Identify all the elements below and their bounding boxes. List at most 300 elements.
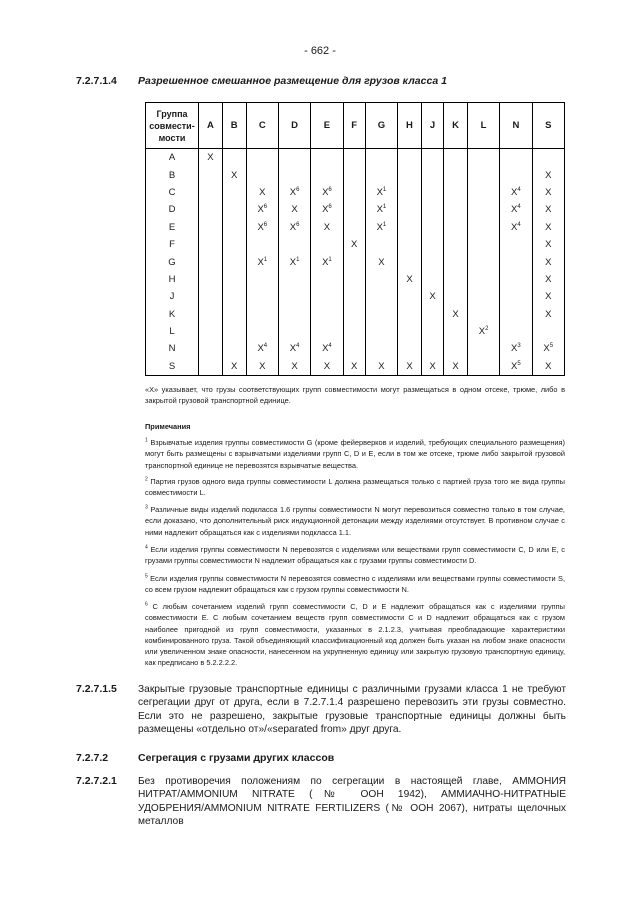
table-cell — [246, 201, 278, 218]
cell-footnote: 6 — [296, 186, 300, 193]
table-cell — [311, 236, 343, 253]
table-cell — [365, 166, 397, 183]
table-cell — [199, 219, 223, 236]
table-cell — [467, 306, 499, 323]
table-cell — [500, 253, 532, 270]
cell-footnote: 4 — [517, 221, 521, 228]
table-cell — [343, 271, 365, 288]
cell-mark: X — [207, 152, 214, 164]
table-cell — [532, 166, 564, 183]
page-number: - 662 - — [304, 45, 336, 57]
table-cell — [500, 201, 532, 218]
table-row — [146, 306, 565, 323]
table-cell — [222, 219, 246, 236]
table-cell — [532, 149, 564, 167]
table-cell — [278, 149, 310, 167]
table-cell — [444, 306, 468, 323]
header-col-g: G — [365, 103, 397, 149]
header-col-j: J — [421, 103, 443, 149]
note-text: С любым сочетанием изделий групп совместимости C, D и E надлежит обращаться как с изделиями группы совместимости E. С любым сочетанием веществ групп совместимости C и D надлежит обращаться как с грузом наиболее пригодной из групп совместимости, указанных в 2.1.2.3, учитывая преобладающие характеристики комбинированного груза. Такой объединяющий классификационный код должен быть указан на любом знаке опасности или увеличенном знаке опасности, нанесенном на укрупненную единицу или закрытую грузовую транспортную единицу, как предписано в 5.2.2.2.2. — [145, 602, 565, 668]
note-text: Партия грузов одного вида группы совместимости L должна размещаться только с партией груза того же вида группы совместимости L. — [145, 477, 565, 498]
table-cell — [311, 306, 343, 323]
table-cell — [421, 340, 443, 357]
table-cell — [421, 358, 443, 376]
row-group-label: S — [146, 358, 199, 376]
table-cell — [278, 288, 310, 305]
cell-mark: X — [322, 343, 329, 355]
header-col-l: L — [467, 103, 499, 149]
table-cell — [199, 288, 223, 305]
cell-mark: X — [257, 221, 264, 233]
table-cell — [222, 288, 246, 305]
table-cell — [222, 340, 246, 357]
table-cell — [500, 271, 532, 288]
table-cell — [444, 184, 468, 201]
table-cell — [398, 306, 422, 323]
note-6 — [145, 601, 565, 669]
cell-footnote: 1 — [382, 221, 387, 228]
cell-footnote: 1 — [328, 256, 332, 263]
cell-mark: X — [545, 204, 552, 216]
table-cell — [398, 236, 422, 253]
table-cell — [222, 271, 246, 288]
cell-footnote: 1 — [382, 186, 387, 193]
cell-mark: X — [289, 256, 297, 268]
cell-footnote: 4 — [328, 343, 332, 350]
table-cell — [365, 201, 397, 218]
table-cell — [444, 219, 468, 236]
table-cell — [343, 149, 365, 167]
table-cell — [343, 201, 365, 218]
table-cell — [421, 253, 443, 270]
note-marker: 4 — [145, 544, 148, 551]
cell-footnote: 2 — [485, 325, 489, 332]
table-cell — [532, 306, 564, 323]
table-cell — [199, 340, 223, 357]
table-row — [146, 184, 565, 201]
table-cell — [421, 166, 443, 183]
table-cell — [278, 253, 310, 270]
cell-mark: X — [511, 343, 518, 355]
table-cell — [532, 236, 564, 253]
header-col-n: N — [500, 103, 532, 149]
table-row — [146, 271, 565, 288]
cell-footnote: 6 — [263, 204, 268, 211]
note-marker: 2 — [145, 476, 148, 483]
table-cell — [311, 166, 343, 183]
cell-mark: X — [376, 204, 383, 216]
table-cell — [444, 149, 468, 167]
table-cell — [421, 271, 443, 288]
cell-mark: X — [406, 273, 413, 285]
row-group-label: C — [146, 184, 199, 201]
table-cell — [278, 306, 310, 323]
cell-mark: X — [257, 256, 264, 268]
table-cell — [278, 271, 310, 288]
table-cell — [222, 306, 246, 323]
table-cell — [500, 306, 532, 323]
header-col-d: D — [278, 103, 310, 149]
table-cell — [421, 288, 443, 305]
table-cell — [500, 166, 532, 183]
cell-mark: X — [323, 360, 331, 372]
row-group-label: A — [146, 149, 199, 167]
table-cell — [467, 219, 499, 236]
header-col-c: C — [246, 103, 278, 149]
row-group-label: N — [146, 340, 199, 357]
table-cell — [343, 340, 365, 357]
table-cell — [532, 201, 564, 218]
note-text: Взрывчатые изделия группы совместимости G (кроме фейерверков и изделий, требующих специального размещения) могут быть размещены с взрывчатыми изделиями групп C, D и E, если в том же отсеке, трюме либо закрытой грузовой транспортной единице не перевозятся взрывчатые вещества. — [145, 438, 566, 470]
row-group-label: K — [146, 306, 199, 323]
table-cell — [199, 306, 223, 323]
row-group-label: G — [146, 253, 199, 270]
cell-mark: X — [378, 256, 385, 268]
cell-mark: X — [545, 221, 552, 233]
table-cell — [311, 340, 343, 357]
cell-mark: X — [511, 221, 518, 233]
table-cell — [532, 184, 564, 201]
cell-mark: X — [323, 221, 331, 233]
table-cell — [278, 166, 310, 183]
table-row — [146, 323, 565, 340]
cell-mark: X — [478, 326, 486, 338]
cell-mark: X — [376, 186, 383, 198]
table-cell — [246, 236, 278, 253]
table-cell — [246, 219, 278, 236]
compatibility-table — [145, 102, 565, 376]
cell-mark: X — [291, 204, 298, 216]
table-cell — [398, 288, 422, 305]
cell-footnote: 4 — [263, 343, 268, 350]
cell-mark: X — [545, 239, 552, 251]
cell-footnote: 6 — [296, 221, 300, 228]
header-col-f: F — [343, 103, 365, 149]
cell-footnote: 6 — [328, 186, 332, 193]
table-cell — [398, 340, 422, 357]
table-cell — [278, 236, 310, 253]
header-col-k: K — [444, 103, 468, 149]
table-cell — [199, 201, 223, 218]
table-cell — [311, 271, 343, 288]
note-5 — [145, 573, 565, 596]
cell-footnote: 3 — [517, 343, 521, 350]
table-cell — [365, 184, 397, 201]
row-group-label: J — [146, 288, 199, 305]
row-group-label: B — [146, 166, 199, 183]
table-cell — [222, 358, 246, 376]
table-cell — [246, 184, 278, 201]
note-marker: 5 — [145, 573, 148, 580]
table-cell — [467, 201, 499, 218]
table-cell — [311, 323, 343, 340]
table-cell — [500, 149, 532, 167]
table-cell — [532, 253, 564, 270]
table-cell — [278, 201, 310, 218]
table-cell — [311, 253, 343, 270]
table-cell — [311, 358, 343, 376]
table-row — [146, 236, 565, 253]
table-cell — [467, 184, 499, 201]
table-cell — [398, 149, 422, 167]
table-cell — [444, 253, 468, 270]
section-title-7-2-7-1-4: Разрешенное смешанное размещение для грузов класса 1 — [138, 75, 447, 87]
table-cell — [444, 271, 468, 288]
table-cell — [532, 271, 564, 288]
table-cell — [365, 340, 397, 357]
cell-mark: X — [545, 291, 552, 303]
table-cell — [398, 358, 422, 376]
cell-mark: X — [545, 273, 552, 285]
table-cell — [343, 166, 365, 183]
table-cell — [343, 306, 365, 323]
section-number-7-2-7-2: 7.2.7.2 — [76, 752, 109, 764]
header-group-line-3: мости — [158, 132, 186, 143]
notes-heading: Примечания — [145, 422, 191, 431]
cell-mark: X — [511, 186, 518, 198]
cell-footnote: 4 — [296, 343, 300, 350]
cell-footnote: 1 — [263, 256, 268, 263]
table-cell — [500, 236, 532, 253]
cell-mark: X — [231, 169, 238, 181]
cell-mark: X — [259, 360, 266, 372]
note-2 — [145, 476, 565, 499]
cell-mark: X — [376, 221, 383, 233]
table-cell — [222, 201, 246, 218]
note-marker: 3 — [145, 504, 148, 511]
cell-footnote: 6 — [328, 204, 332, 211]
table-cell — [246, 271, 278, 288]
header-col-b: B — [222, 103, 246, 149]
section-number-7-2-7-2-1: 7.2.7.2.1 — [76, 775, 117, 787]
header-group-line-2: совмести- — [149, 120, 195, 131]
note-1 — [145, 437, 565, 471]
table-cell — [444, 340, 468, 357]
table-cell — [278, 358, 310, 376]
table-cell — [222, 149, 246, 167]
section-number-7-2-7-1-4: 7.2.7.1.4 — [76, 75, 117, 87]
table-cell — [343, 219, 365, 236]
header-col-h: H — [398, 103, 422, 149]
table-cell — [246, 288, 278, 305]
cell-mark: X — [543, 343, 550, 355]
table-cell — [343, 358, 365, 376]
table-cell — [311, 219, 343, 236]
cell-footnote: 4 — [517, 204, 521, 211]
header-col-e: E — [311, 103, 343, 149]
cell-mark: X — [545, 360, 552, 372]
table-cell — [467, 288, 499, 305]
table-cell — [199, 184, 223, 201]
row-group-label: D — [146, 201, 199, 218]
cell-mark: X — [511, 204, 518, 216]
table-cell — [444, 236, 468, 253]
table-cell — [365, 288, 397, 305]
table-row — [146, 340, 565, 357]
table-cell — [421, 219, 443, 236]
cell-footnote: 1 — [296, 256, 300, 263]
table-row — [146, 253, 565, 270]
table-cell — [398, 323, 422, 340]
table-cell — [398, 219, 422, 236]
table-cell — [444, 288, 468, 305]
table-cell — [246, 149, 278, 167]
table-cell — [467, 358, 499, 376]
row-group-label: H — [146, 271, 199, 288]
cell-mark: X — [322, 204, 329, 216]
row-group-label: L — [146, 323, 199, 340]
table-cell — [444, 323, 468, 340]
note-text: Если изделия группы совместимости N перевозятся с изделиями или веществами групп совместимости C, D или E, с грузами группы совместимости N надлежит обращаться как с грузами группы совместимости D. — [145, 545, 565, 566]
note-4 — [145, 544, 565, 567]
cell-mark: X — [257, 343, 264, 355]
table-cell — [311, 149, 343, 167]
table-cell — [365, 219, 397, 236]
table-cell — [343, 288, 365, 305]
table-cell — [246, 323, 278, 340]
table-cell — [222, 236, 246, 253]
table-row — [146, 288, 565, 305]
cell-mark: X — [289, 186, 297, 198]
table-cell — [365, 358, 397, 376]
table-cell — [311, 201, 343, 218]
table-cell — [222, 323, 246, 340]
header-col-s: S — [532, 103, 564, 149]
cell-mark: X — [378, 360, 385, 372]
cell-mark: X — [291, 360, 298, 372]
table-cell — [421, 149, 443, 167]
table-cell — [199, 271, 223, 288]
table-cell — [467, 323, 499, 340]
table-cell — [365, 236, 397, 253]
table-cell — [500, 184, 532, 201]
table-row — [146, 358, 565, 376]
cell-footnote: 4 — [517, 186, 521, 193]
table-cell — [444, 166, 468, 183]
table-cell — [532, 358, 564, 376]
header-group-line-1: Группа — [156, 108, 188, 119]
table-row — [146, 166, 565, 183]
table-cell — [421, 201, 443, 218]
row-group-label: E — [146, 219, 199, 236]
cell-mark: X — [257, 204, 264, 216]
header-group-cell — [146, 103, 199, 149]
cell-mark: X — [545, 186, 552, 198]
cell-mark: X — [322, 256, 329, 268]
header-col-a: A — [199, 103, 223, 149]
table-cell — [467, 340, 499, 357]
table-cell — [365, 271, 397, 288]
table-row — [146, 201, 565, 218]
cell-mark: X — [231, 360, 238, 372]
table-cell — [199, 149, 223, 167]
table-cell — [467, 166, 499, 183]
table-cell — [246, 253, 278, 270]
table-cell — [398, 271, 422, 288]
table-cell — [500, 288, 532, 305]
table-cell — [444, 358, 468, 376]
cell-mark: X — [429, 291, 436, 303]
note-marker: 6 — [145, 601, 148, 608]
table-cell — [343, 184, 365, 201]
cell-footnote: 5 — [517, 360, 521, 367]
cell-mark: X — [452, 360, 459, 372]
cell-mark: X — [289, 343, 297, 355]
cell-mark: X — [429, 360, 436, 372]
note-3 — [145, 504, 565, 538]
cell-mark: X — [545, 308, 552, 320]
table-cell — [532, 219, 564, 236]
cell-footnote: 6 — [263, 221, 268, 228]
table-cell — [365, 306, 397, 323]
note-text: Различные виды изделий подкласса 1.6 группы совместимости N могут перевозиться совместно только в том случае, если доказано, что дополнительный риск индукционной детонации между изделиями отсутствует. В противном случае с ними надлежит обращаться как с изделиями подкласса 1.1. — [145, 505, 565, 537]
table-cell — [222, 184, 246, 201]
table-row — [146, 219, 565, 236]
note-marker: 1 — [145, 437, 148, 444]
cell-footnote: 5 — [549, 343, 554, 350]
table-cell — [444, 201, 468, 218]
table-cell — [199, 166, 223, 183]
table-cell — [222, 253, 246, 270]
table-cell — [199, 358, 223, 376]
table-cell — [398, 184, 422, 201]
table-cell — [278, 340, 310, 357]
table-cell — [246, 306, 278, 323]
table-cell — [500, 340, 532, 357]
table-cell — [421, 184, 443, 201]
table-header-row — [146, 103, 565, 149]
table-cell — [199, 236, 223, 253]
table-cell — [343, 236, 365, 253]
table-cell — [222, 166, 246, 183]
table-cell — [500, 358, 532, 376]
table-cell — [421, 323, 443, 340]
cell-mark: X — [452, 308, 459, 320]
table-cell — [421, 306, 443, 323]
table-row — [146, 149, 565, 167]
table-cell — [421, 236, 443, 253]
table-cell — [398, 253, 422, 270]
table-body — [146, 149, 565, 376]
table-cell — [343, 323, 365, 340]
cell-mark: X — [406, 360, 413, 372]
table-cell — [365, 253, 397, 270]
table-cell — [467, 236, 499, 253]
cell-mark: X — [350, 239, 358, 251]
table-cell — [467, 271, 499, 288]
table-cell — [532, 288, 564, 305]
row-group-label: F — [146, 236, 199, 253]
note-text: Если изделия группы совместимости N перевозятся совместно с изделиями или веществами группы совместимости S, со всем грузом надлежит обращаться как с грузом группы совместимости N. — [145, 574, 566, 595]
cell-mark: X — [545, 256, 552, 268]
table-cell — [467, 149, 499, 167]
cell-mark: X — [545, 169, 552, 181]
table-cell — [199, 253, 223, 270]
table-cell — [199, 323, 223, 340]
table-cell — [532, 323, 564, 340]
table-cell — [343, 253, 365, 270]
cell-mark: X — [259, 186, 266, 198]
cell-footnote: 1 — [382, 204, 387, 211]
table-cell — [246, 358, 278, 376]
table-cell — [500, 219, 532, 236]
section-title-7-2-7-2: Сегрегация с грузами других классов — [138, 752, 335, 764]
table-cell — [467, 253, 499, 270]
table-cell — [365, 323, 397, 340]
cell-mark: X — [289, 221, 297, 233]
legend-text: «X» указывает, что грузы соответствующих групп совместимости могут размещаться в одном отсеке, трюме, либо в закрытой грузовой транспортной единице. — [145, 385, 565, 406]
table-cell — [311, 184, 343, 201]
